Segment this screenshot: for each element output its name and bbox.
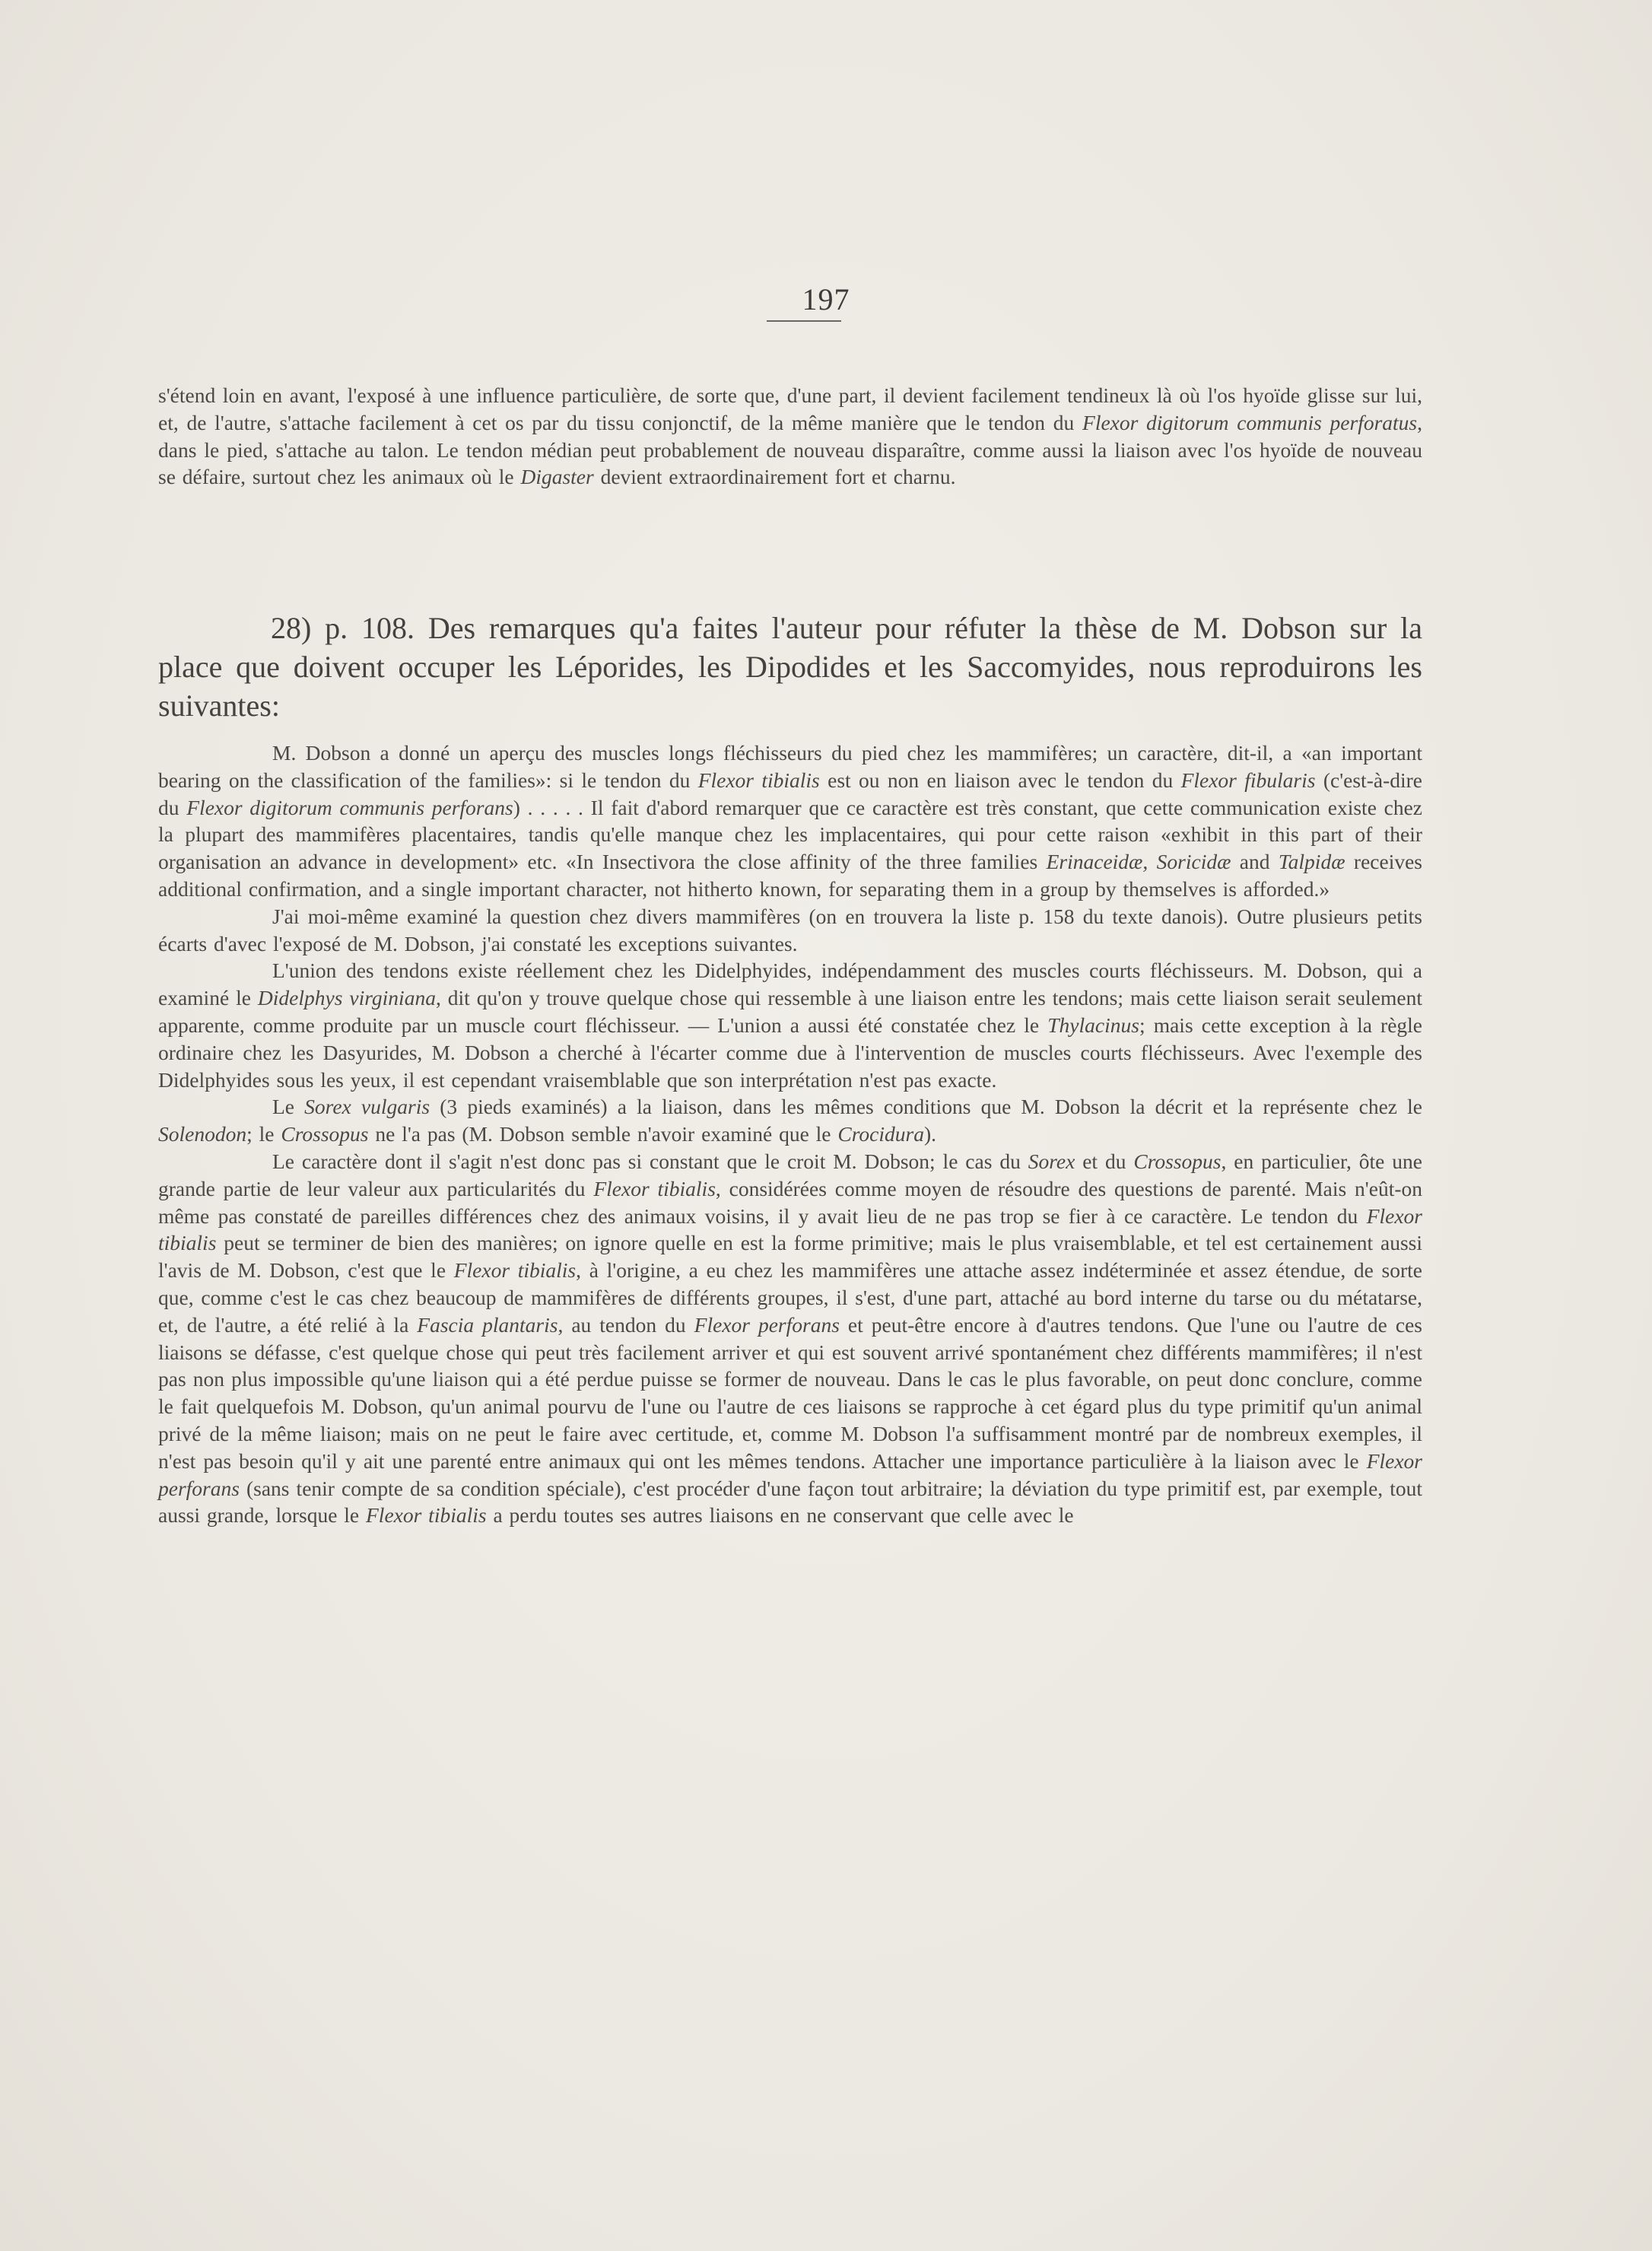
text-run: and — [1231, 850, 1279, 874]
text-run: , à l'origine, a eu chez les mammifères une attache assez indéterminée et assez étendue, de sorte que, comme c'est le cas chez beaucoup de mammifères de différents groupes, il s'est, d'une part, attaché au bord interne du tarse ou du métatarse, et, de l'autre, a été relié à la — [158, 1258, 1422, 1337]
text-run: est ou non en liaison avec le tendon du — [819, 768, 1181, 792]
paragraph-5 — [158, 1148, 1422, 1529]
text-run: et peut-être encore à d'autres tendons. Que l'une ou l'autre de ces liaisons se défasse, c'est quelque chose qui peut très facilement arriver et qui est souvent arrivé spontanément chez différents mammifères; il n'est pas non plus impossible qu'une liaison qui a été perdue puisse se former de nouveau. Dans le cas le plus favorable, on peut donc conclure, comme le fait quelquefois M. Dobson, qu'un animal pourvu de l'une ou l'autre de ces liaisons se rapproche à cet égard plus du type primitif qu'un animal privé de la même liaison; mais on ne peut le faire avec certitude, et, comme M. Dobson l'a suffisamment montré par de nombreux exemples, il n'est pas besoin qu'il y ait une parenté entre animaux qui ont les mêmes tendons. Attacher une importance particulière à la liaison avec le — [158, 1312, 1422, 1473]
text-run: ; le — [246, 1122, 281, 1146]
italic-taxon: Sorex — [1028, 1149, 1075, 1173]
italic-taxon: Erinaceidæ, Soricidæ — [1046, 850, 1231, 874]
text-run: , au tendon du — [558, 1312, 694, 1337]
paragraph-2 — [158, 903, 1422, 958]
section-heading — [158, 609, 1422, 725]
italic-taxon: Flexor perforans — [158, 1448, 1422, 1500]
text-run: Le — [272, 1095, 305, 1119]
text-run: peut se terminer de bien des manières; on ignore quelle en est la forme primitive; mais le plus vraisemblable, et tel est certainement aussi l'avis de M. Dobson, c'est que le — [158, 1231, 1422, 1283]
paragraph-intro — [158, 382, 1422, 491]
italic-taxon: Crocidura — [837, 1122, 924, 1146]
page-number: 197 — [802, 282, 850, 316]
text-block-intro — [158, 382, 1422, 491]
text-run: receives additional confirmation, and a single important character, not hitherto known, for separating them in a group by themselves is afforded.» — [158, 850, 1422, 901]
text-run: Le caractère dont il s'agit n'est donc pas si constant que le croit M. Dobson; le cas du — [272, 1149, 1028, 1173]
italic-taxon: Flexor fibularis — [1180, 768, 1316, 792]
italic-taxon: Sorex vulgaris — [304, 1095, 430, 1119]
text-run: ; mais cette exception à la règle ordinaire chez les Dasyurides, M. Dobson a cherché à l'écarter comme due à l'intervention de muscles courts fléchisseurs. Avec l'exemple des Didelphyides sous les yeux, il est cependant vraisemblable que son interprétation n'est pas exacte. — [158, 1013, 1422, 1092]
text-run: (c'est-à-dire du — [158, 768, 1422, 819]
text-run: J'ai moi-même examiné la question chez divers mammifères (on en trouvera la liste p. 158 du texte danois). Outre plusieurs petits écarts d'avec l'exposé de M. Dobson, j'ai constaté les exceptions suivantes. — [158, 904, 1422, 955]
italic-taxon: Solenodon — [158, 1122, 247, 1146]
heading-text: Des remarques qu'a faites l'auteur pour réfuter la thèse de M. Dobson sur la place que doivent occuper les Léporides, les Dipodides et les Saccomyides, nous reproduirons les suivantes: — [158, 611, 1422, 723]
paragraph-1 — [158, 739, 1422, 903]
text-block-main — [158, 739, 1422, 1529]
text-run: ne l'a pas (M. Dobson semble n'avoir examiné que le — [368, 1122, 838, 1146]
italic-taxon: Flexor tibialis — [697, 768, 820, 792]
italic-taxon: Flexor digitorum communis perforans — [186, 795, 513, 819]
paragraph-4 — [158, 1093, 1422, 1148]
italic-taxon: Flexor perforans — [694, 1312, 840, 1337]
italic-taxon: Crossopus — [1133, 1149, 1222, 1173]
italic-taxon: Flexor tibialis — [453, 1258, 577, 1283]
text-run: ). — [923, 1122, 937, 1146]
italic-taxon: Thylacinus — [1047, 1013, 1139, 1037]
italic-taxon: Flexor tibialis — [593, 1176, 716, 1200]
text-run: et du — [1075, 1149, 1134, 1173]
italic-taxon: Crossopus — [281, 1122, 369, 1146]
italic-taxon: Talpidæ — [1278, 850, 1345, 874]
section-heading-block — [158, 609, 1422, 725]
text-run: , dit qu'on y trouve quelque chose qui ressemble à une liaison entre les tendons; mais cette liaison serait seulement apparente, comme produite par un muscle court fléchisseur. — L'union a aussi été constatée chez le — [158, 986, 1422, 1037]
italic-taxon: Flexor tibialis — [158, 1203, 1422, 1255]
text-run: a perdu toutes ses autres liaisons en ne conservant que celle avec le — [486, 1503, 1074, 1528]
paragraph-3 — [158, 957, 1422, 1093]
text-run: M. Dobson a donné un aperçu des muscles longs fléchisseurs du pied chez les mammifères; un caractère, dit-il, a «an important bearing on the classification of the families»: si le tendon du — [158, 741, 1422, 792]
page-number-rule — [767, 320, 841, 322]
text-run: L'union des tendons existe réellement chez les Didelphyides, indépendamment des muscles courts fléchisseurs. M. Dobson, qui a examiné le — [158, 959, 1422, 1010]
italic-taxon: Didelphys virginiana — [257, 986, 436, 1010]
text-run: ) . . . . . Il fait d'abord remarquer que ce caractère est très constant, que cette communication existe chez la plupart des mammifères placentaires, tandis qu'elle manque chez les implacentaires, qui pour cette raison «exhibit in this part of their organisation an advance in development» etc. «In Insectivora the close affinity of the three families — [158, 795, 1422, 874]
italic-taxon: Fascia plantaris — [417, 1312, 558, 1337]
text-run: , en particulier, ôte une grande partie de leur valeur aux particularités du — [158, 1149, 1422, 1200]
italic-taxon: Digaster — [520, 465, 594, 489]
text-run: devient extraordinairement fort et charnu. — [593, 465, 956, 489]
text-run: (sans tenir compte de sa condition spéciale), c'est procéder d'une façon tout arbitraire; la déviation du type primitif est, par exemple, tout aussi grande, lorsque le — [158, 1476, 1422, 1528]
text-run: (3 pieds examinés) a la liaison, dans les mêmes conditions que M. Dobson la décrit et la représente chez le — [430, 1095, 1422, 1119]
italic-taxon: Flexor digitorum communis perforatus — [1082, 410, 1418, 434]
text-run: , dans le pied, s'attache au talon. Le tendon médian peut probablement de nouveau disparaître, comme aussi la liaison avec l'os hyoïde de nouveau se défaire, surtout chez les animaux où le — [158, 410, 1423, 489]
section-number: 28) p. 108. — [271, 611, 415, 645]
italic-taxon: Flexor tibialis — [366, 1503, 487, 1528]
text-run: s'étend loin en avant, l'exposé à une influence particulière, de sorte que, d'une part, il devient facilement tendineux là où l'os hyoïde glisse sur lui, et, de l'autre, s'attache facilement à cet os par du tissu conjonctif, de la même manière que le tendon du — [158, 383, 1422, 434]
text-run: , considérées comme moyen de résoudre des questions de parenté. Mais n'eût-on même pas constaté de pareilles différences chez des animaux voisins, il y avait lieu de ne pas trop se fier à ce caractère. Le tendon du — [158, 1176, 1423, 1228]
